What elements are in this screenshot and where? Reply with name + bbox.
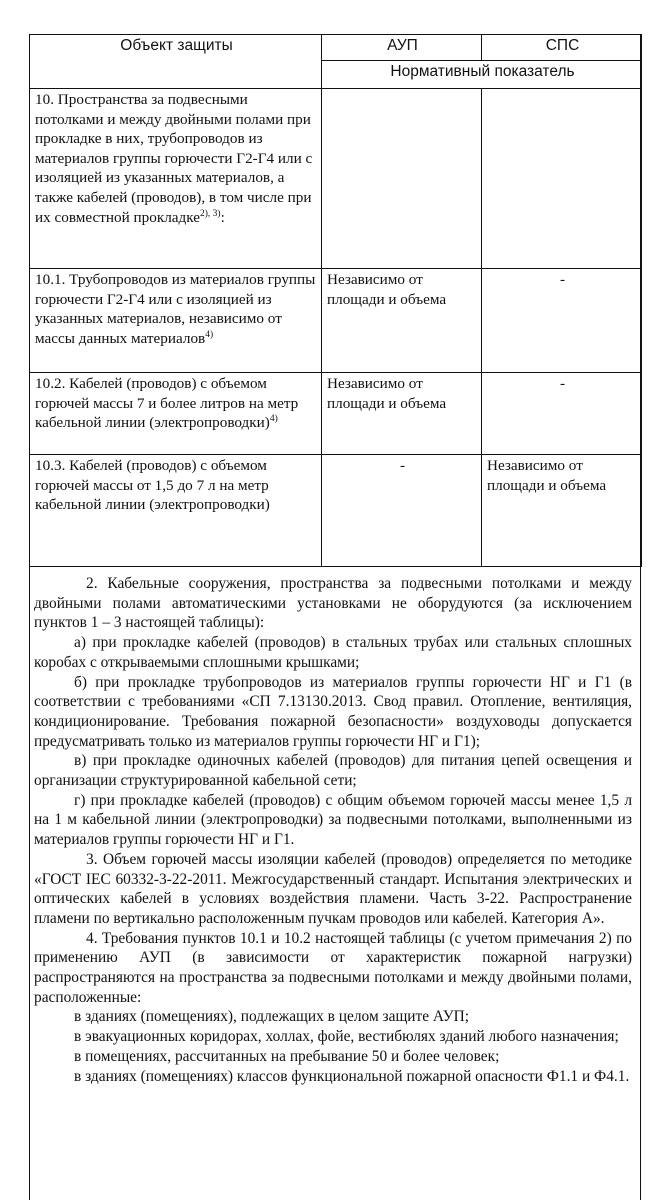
table-row xyxy=(30,455,642,567)
table-row xyxy=(30,89,642,269)
note-item: в) при прокладке одиночных кабелей (проводов) для питания цепей освещения и организации структурированной кабельной сети; xyxy=(34,752,632,790)
footnote-ref: 2), 3) xyxy=(200,208,221,219)
note-paragraph: 3. Объем горючей массы изоляции кабелей (проводов) определяется по методике «ГОСТ IEC 60332-3-22-2011. Межгосударственный стандарт. Испытания электрических и оптических кабелей в условиях воздействия пламени. Часть 3-22. Распространение пламени по вертикально расположенным пучкам проводов или кабелей. Категория А». xyxy=(34,850,632,927)
table-header-row xyxy=(30,35,642,61)
header-normative: Нормативный показатель xyxy=(322,61,642,89)
header-object: Объект защиты xyxy=(30,35,322,89)
row-sps-cell: - xyxy=(482,373,642,455)
row-sps-cell xyxy=(482,89,642,269)
row-object-cell xyxy=(30,89,322,269)
row-sps-cell: Независимо от площади и объема xyxy=(482,455,642,567)
row-object-text: 10.1. Трубопроводов из материалов группы горючести Г2-Г4 или с изоляцией из указанных материалов, независимо от массы данных материалов xyxy=(35,271,316,347)
row-object-cell xyxy=(30,373,322,455)
row-object-suffix: : xyxy=(220,208,225,226)
note-paragraph: 2. Кабельные сооружения, пространства за подвесными потолками и между двойными полами автоматическими установками не оборудуются (за исключением пунктов 1 – 3 настоящей таблицы): xyxy=(34,575,632,632)
norms-table xyxy=(29,34,642,567)
note-item: в помещениях, рассчитанных на пребывание 50 и более человек; xyxy=(74,1047,500,1065)
note-item: в зданиях (помещениях), подлежащих в целом защите АУП; xyxy=(74,1008,469,1026)
footnote-ref: 4) xyxy=(269,414,278,425)
row-aup-cell: Независимо от площади и объема xyxy=(322,373,482,455)
row-sps-cell: - xyxy=(482,269,642,373)
header-sps: СПС xyxy=(482,35,642,61)
note-item: в зданиях (помещениях) классов функциональной пожарной опасности Ф1.1 и Ф4.1. xyxy=(74,1067,630,1085)
row-aup-cell: Независимо от площади и объема xyxy=(322,269,482,373)
row-aup-cell: - xyxy=(322,455,482,567)
table-row xyxy=(30,373,642,455)
note-item: б) при прокладке трубопроводов из материалов группы горючести НГ и Г1 (в соответствии с требованиями «СП 7.13130.2013. Свод правил. Отопление, вентиляция, кондиционирование. Требования пожарной безопасности» воздуховоды допускается предусматривать только из материалов группы горючести НГ и Г1); xyxy=(34,673,632,750)
header-aup: АУП xyxy=(322,35,482,61)
table-notes xyxy=(34,574,632,1086)
row-object-text: 10.2. Кабелей (проводов) с объемом горючей массы 7 и более литров на метр кабельной линии (электропроводки) xyxy=(35,375,299,432)
row-aup-cell xyxy=(322,89,482,269)
footnote-ref: 4) xyxy=(205,329,214,340)
row-object-cell xyxy=(30,269,322,373)
table-row xyxy=(30,269,642,373)
row-object-cell xyxy=(30,455,322,567)
note-item: г) при прокладке кабелей (проводов) с общим объемом горючей массы менее 1,5 л на 1 м кабельной линии (электропроводки) за подвесными потолками, выполненными из материалов группы горючести НГ и Г1. xyxy=(34,791,632,849)
row-object-text: 10.3. Кабелей (проводов) с объемом горючей массы от 1,5 до 7 л на метр кабельной линии (электропроводки) xyxy=(35,457,270,514)
note-item: а) при прокладке кабелей (проводов) в стальных трубах или стальных сплошных коробах с открываемыми сплошными крышками; xyxy=(34,634,632,671)
note-paragraph: 4. Требования пунктов 10.1 и 10.2 настоящей таблицы (с учетом примечания 2) по применению АУП (в зависимости от характеристик пожарной нагрузки) распространяются на пространства за подвесными потолками и между двойными полами, расположенные: xyxy=(34,929,632,1006)
row-object-text: 10. Пространства за подвесными потолками и между двойными полами при прокладке в них, трубопроводов из материалов группы горючести Г2-Г4 или с изоляцией из указанных материалов, а также кабелей (проводов), в том числе при их совместной прокладке xyxy=(35,91,313,226)
note-item: в эвакуационных коридорах, холлах, фойе, вестибюлях зданий любого назначения; xyxy=(74,1028,619,1046)
